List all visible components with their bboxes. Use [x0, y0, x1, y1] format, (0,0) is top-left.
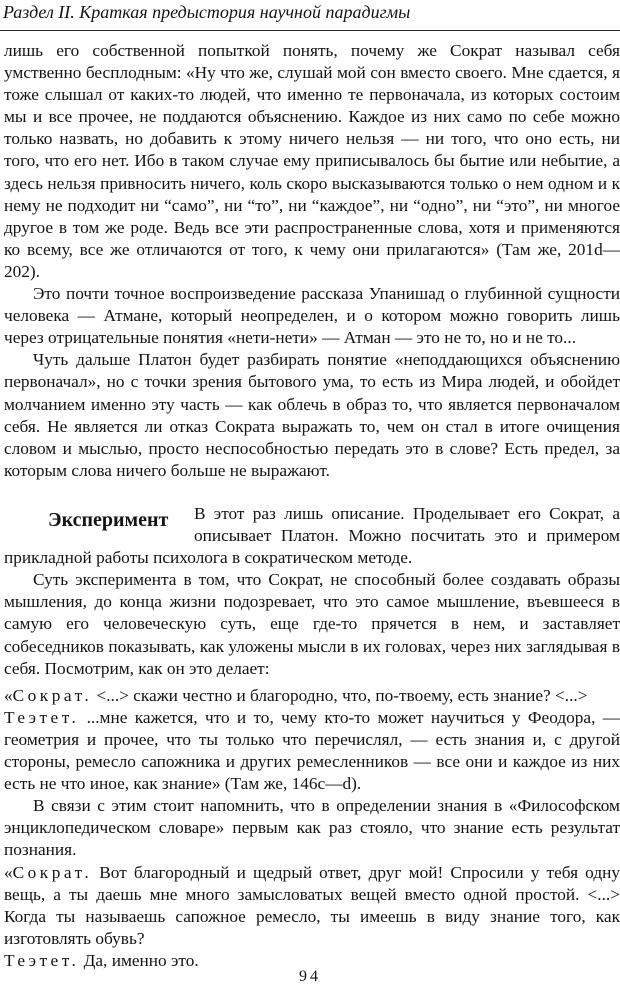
quote-open: « — [4, 685, 13, 705]
experiment-section — [4, 503, 620, 972]
paragraph: Суть эксперимента в том, что Сократ, не способный более создавать образы мышления, до конца жизни подозревает, что это самое мышление, въевшееся в самую его человеческую суть, еще где-то прячется в нем, и заставляет собеседников показывать, как уложены мысли в их головах, через них заглядывая в себя. Посмотрим, как он это делает: — [4, 570, 620, 678]
paragraph: Чуть дальше Платон будет разбирать понятие «неподдающихся объяснению первоначал», но с точки зрения бытового ума, то есть из Мира людей, и обойдет молчанием именно эту часть — как облечь в образ то, что является первоначалом себя. Не является ли отказ Сократа выражать то, чем он стал в итоге очищения словом и мыслью, просто неспособностью передать это в слове? Есть предел, за которым слова ничего больше не выражают. — [4, 350, 620, 480]
paragraph: В связи с этим стоит напомнить, что в определении знания в «Философском энциклопедическом словаре» первым как раз стояло, что знание есть результат познания. — [4, 796, 620, 860]
paragraph: лишь его собственной попыткой понять, почему же Сократ называл себя умственно бесплодным: «Ну что же, слушай мой сон вместо своего. Мне сдается, я тоже слышал от каких-то людей, что именно те первоначала, из которых состоим мы и все прочее, не поддаются объяснению. Каждое из них само по себе можно только назвать, но добавить к этому ничего нельзя — ни того, что оно есть, ни того, что его нет. Ибо в таком случае ему приписывалось бы бытие или небытие, а здесь нельзя привносить ничего, коль скоро высказываются только о нем одном и к нему не подходит ни “само”, ни “то”, ни “каждое”, ни “одно”, ни “это”, ни многое другое в том же роде. Ведь все эти распространенные слова, хотя и применяются ко всему, все же отличаются от того, к чему они прилагаются» (Там же, 201d—202). — [4, 41, 620, 281]
running-head: Раздел II. Краткая предыстория научной парадигмы — [3, 2, 411, 22]
body-text-top — [4, 40, 620, 482]
dialogue-line — [4, 862, 620, 950]
dialogue-line — [4, 685, 620, 707]
paragraph: Это почти точное воспроизведение рассказа Упанишад о глубинной сущности человека — Атмане, который неопределен, и о котором можно говорить лишь через отрицательные понятия «нети-нети» — Атман — это не то, но и не то... — [4, 284, 620, 348]
header-rule — [0, 30, 620, 31]
dialogue-text: ...мне кажется, что и то, чему кто-то может научиться у Феодора, — геометрия и прочее, что ты только что перечислял, — есть знания и, с другой стороны, ремесло сапожника и других ремесленников — все они и каждое из них есть не что иное, как знание» (Там же, 146c—d). — [4, 707, 620, 794]
dialogue-text: Да, именно это. — [79, 950, 199, 970]
speaker-name: Сократ. — [12, 862, 93, 882]
speaker-name: Теэтет. — [4, 950, 80, 970]
dialogue-text: <...> скажи честно и благородно, что, по-твоему, есть знание? <...> — [92, 685, 588, 705]
speaker-name: Сократ. — [12, 685, 93, 705]
paragraph: В этот раз лишь описание. Проделывает его Сократ, а описывает Платон. Можно посчитать это и примером прикладной работы психолога в сократическом методе. — [4, 504, 620, 568]
section-heading: Эксперимент — [48, 509, 169, 531]
quote-open: « — [4, 862, 13, 882]
dialogue-text: Вот благородный и щедрый ответ, друг мой! Спросили у тебя одну вещь, а ты даешь мне много замысловатых вещей вместо одной простой. <...> Когда ты называешь сапожное ремесло, ты имеешь в виду знание того, как изготовлять обувь? — [4, 862, 620, 948]
speaker-name: Теэтет. — [4, 707, 80, 727]
dialogue-line — [4, 707, 620, 795]
page-number: 94 — [299, 968, 321, 985]
